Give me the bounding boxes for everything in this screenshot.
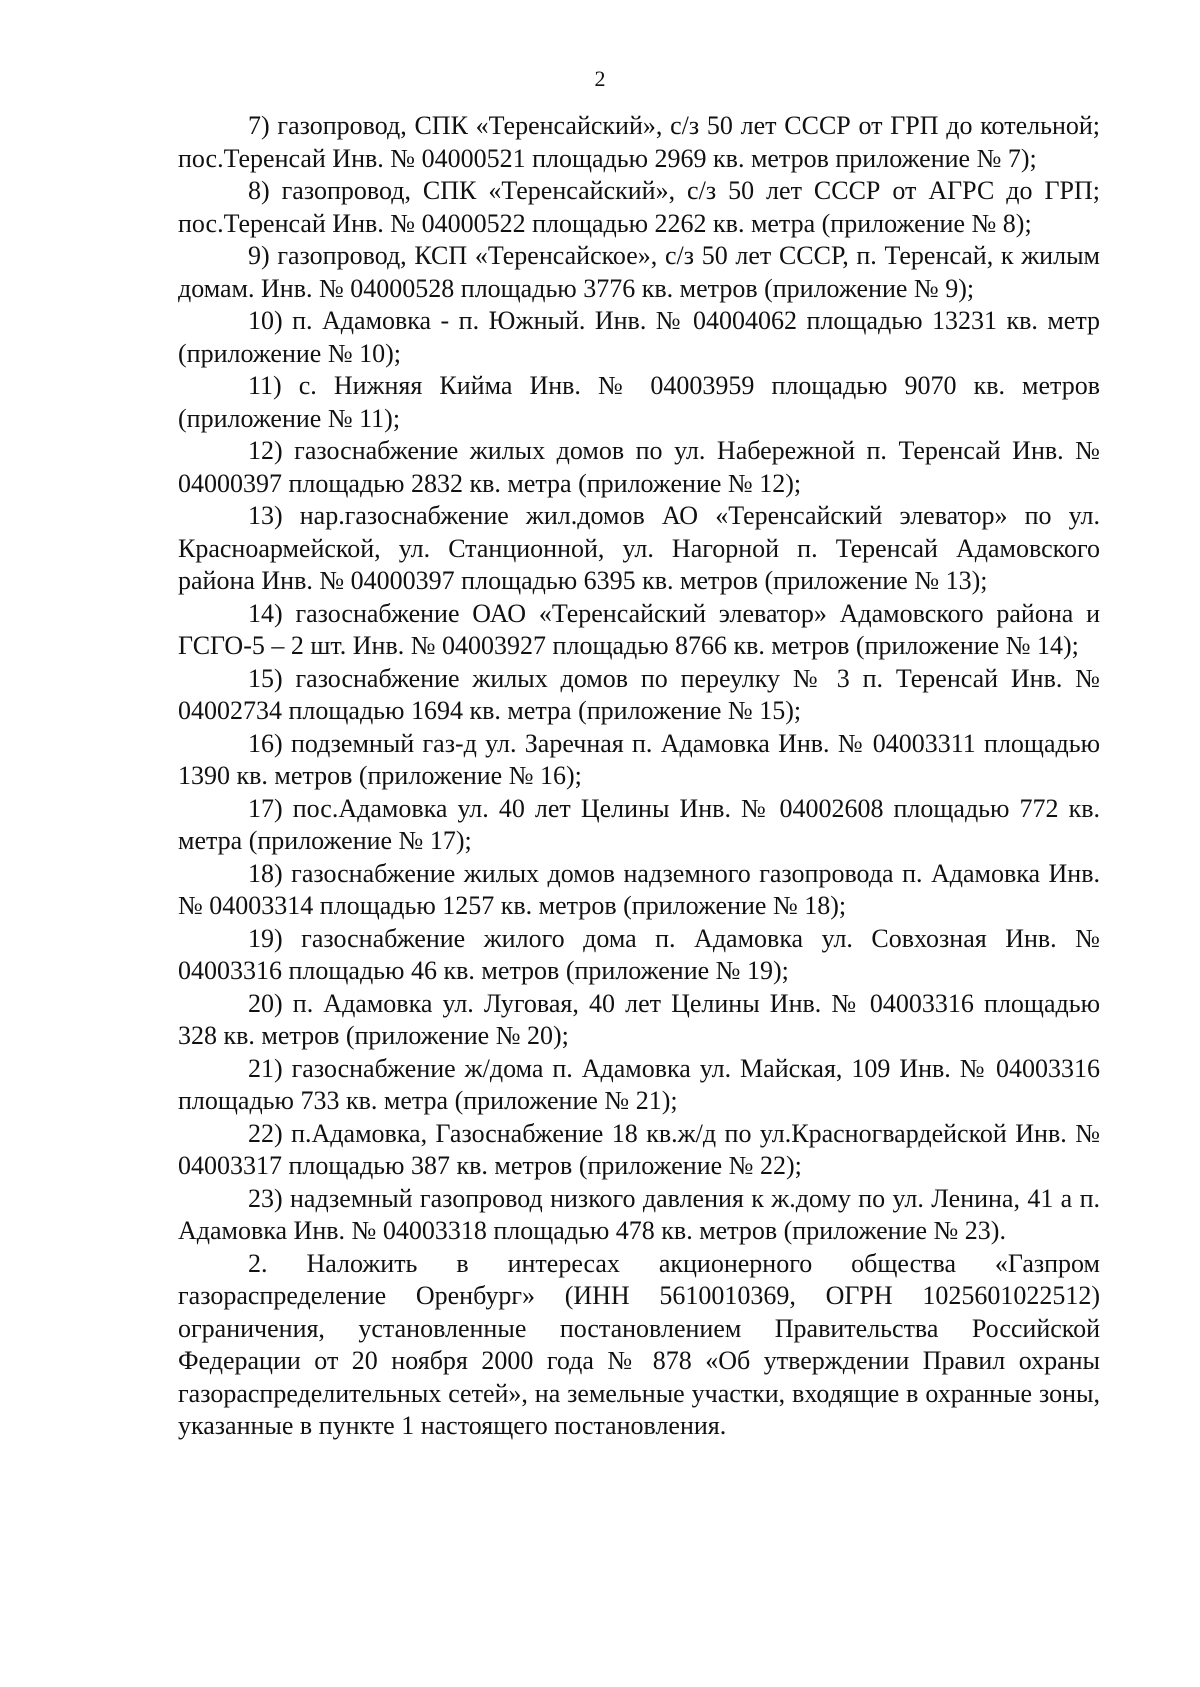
list-item-18: 18) газоснабжение жилых домов надземного газопровода п. Адамовка Инв. № 04003314 площадью 1257 кв. метров (приложение № 18); (178, 858, 1100, 920)
list-item-9: 9) газопровод, КСП «Теренсайское», с/з 50 лет СССР, п. Теренсай, к жилым домам. Инв. № 04000528 площадью 3776 кв. метров (приложение № 9); (178, 241, 1100, 303)
list-item-10: 10) п. Адамовка - п. Южный. Инв. № 04004062 площадью 13231 кв. метр (приложение № 10); (178, 306, 1100, 368)
list-item-22: 22) п.Адамовка, Газоснабжение 18 кв.ж/д по ул.Красногвардейской Инв. № 04003317 площадью 387 кв. метров (приложение № 22); (178, 1118, 1100, 1180)
list-item-20: 20) п. Адамовка ул. Луговая, 40 лет Целины Инв. № 04003316 площадью 328 кв. метров (приложение № 20); (178, 988, 1100, 1050)
list-item-21: 21) газоснабжение ж/дома п. Адамовка ул. Майская, 109 Инв. № 04003316 площадью 733 кв. метра (приложение № 21); (178, 1053, 1100, 1115)
list-item-11: 11) с. Нижняя Кийма Инв. № 04003959 площадью 9070 кв. метров (приложение № 11); (178, 371, 1100, 433)
list-item-19: 19) газоснабжение жилого дома п. Адамовка ул. Совхозная Инв. № 04003316 площадью 46 кв. метров (приложение № 19); (178, 923, 1100, 985)
page-number: 2 (594, 66, 606, 91)
document-body (178, 110, 1100, 1443)
list-item-15: 15) газоснабжение жилых домов по переулку № 3 п. Теренсай Инв. № 04002734 площадью 1694 кв. метра (приложение № 15); (178, 663, 1100, 725)
clause-2-paragraph: 2. Наложить в интересах акционерного общества «Газпром газораспределение Оренбург» (ИНН 5610010369, ОГРН 1025601022512) ограничения, установленные постановлением Правительства Российской Федерации от 20 ноября 2000 года № 878 «Об утверждении Правил охраны газораспределительных сетей», на земельные участки, входящие в охранные зоны, указанные в пункте 1 настоящего постановления. (178, 1248, 1100, 1440)
list-item-7: 7) газопровод, СПК «Теренсайский», с/з 50 лет СССР от ГРП до котельной; пос.Теренсай Инв. № 04000521 площадью 2969 кв. метров приложение № 7); (178, 111, 1100, 173)
list-item-16: 16) подземный газ-д ул. Заречная п. Адамовка Инв. № 04003311 площадью 1390 кв. метров (приложение № 16); (178, 728, 1100, 790)
list-item-14: 14) газоснабжение ОАО «Теренсайский элеватор» Адамовского района и ГСГО-5 – 2 шт. Инв. № 04003927 площадью 8766 кв. метров (приложение № 14); (178, 598, 1100, 660)
list-item-23: 23) надземный газопровод низкого давления к ж.дому по ул. Ленина, 41 а п. Адамовка Инв. № 04003318 площадью 478 кв. метров (приложение № 23). (178, 1183, 1100, 1245)
list-item-8: 8) газопровод, СПК «Теренсайский», с/з 50 лет СССР от АГРС до ГРП; пос.Теренсай Инв. № 04000522 площадью 2262 кв. метра (приложение № 8); (178, 176, 1100, 238)
list-item-17: 17) пос.Адамовка ул. 40 лет Целины Инв. № 04002608 площадью 772 кв. метра (приложение № 17); (178, 793, 1100, 855)
list-item-13: 13) нар.газоснабжение жил.домов АО «Теренсайский элеватор» по ул. Красноармейской, ул. Станционной, ул. Нагорной п. Теренсай Адамовского района Инв. № 04000397 площадью 6395 кв. метров (приложение № 13); (178, 501, 1100, 595)
list-item-12: 12) газоснабжение жилых домов по ул. Набережной п. Теренсай Инв. № 04000397 площадью 2832 кв. метра (приложение № 12); (178, 436, 1100, 498)
